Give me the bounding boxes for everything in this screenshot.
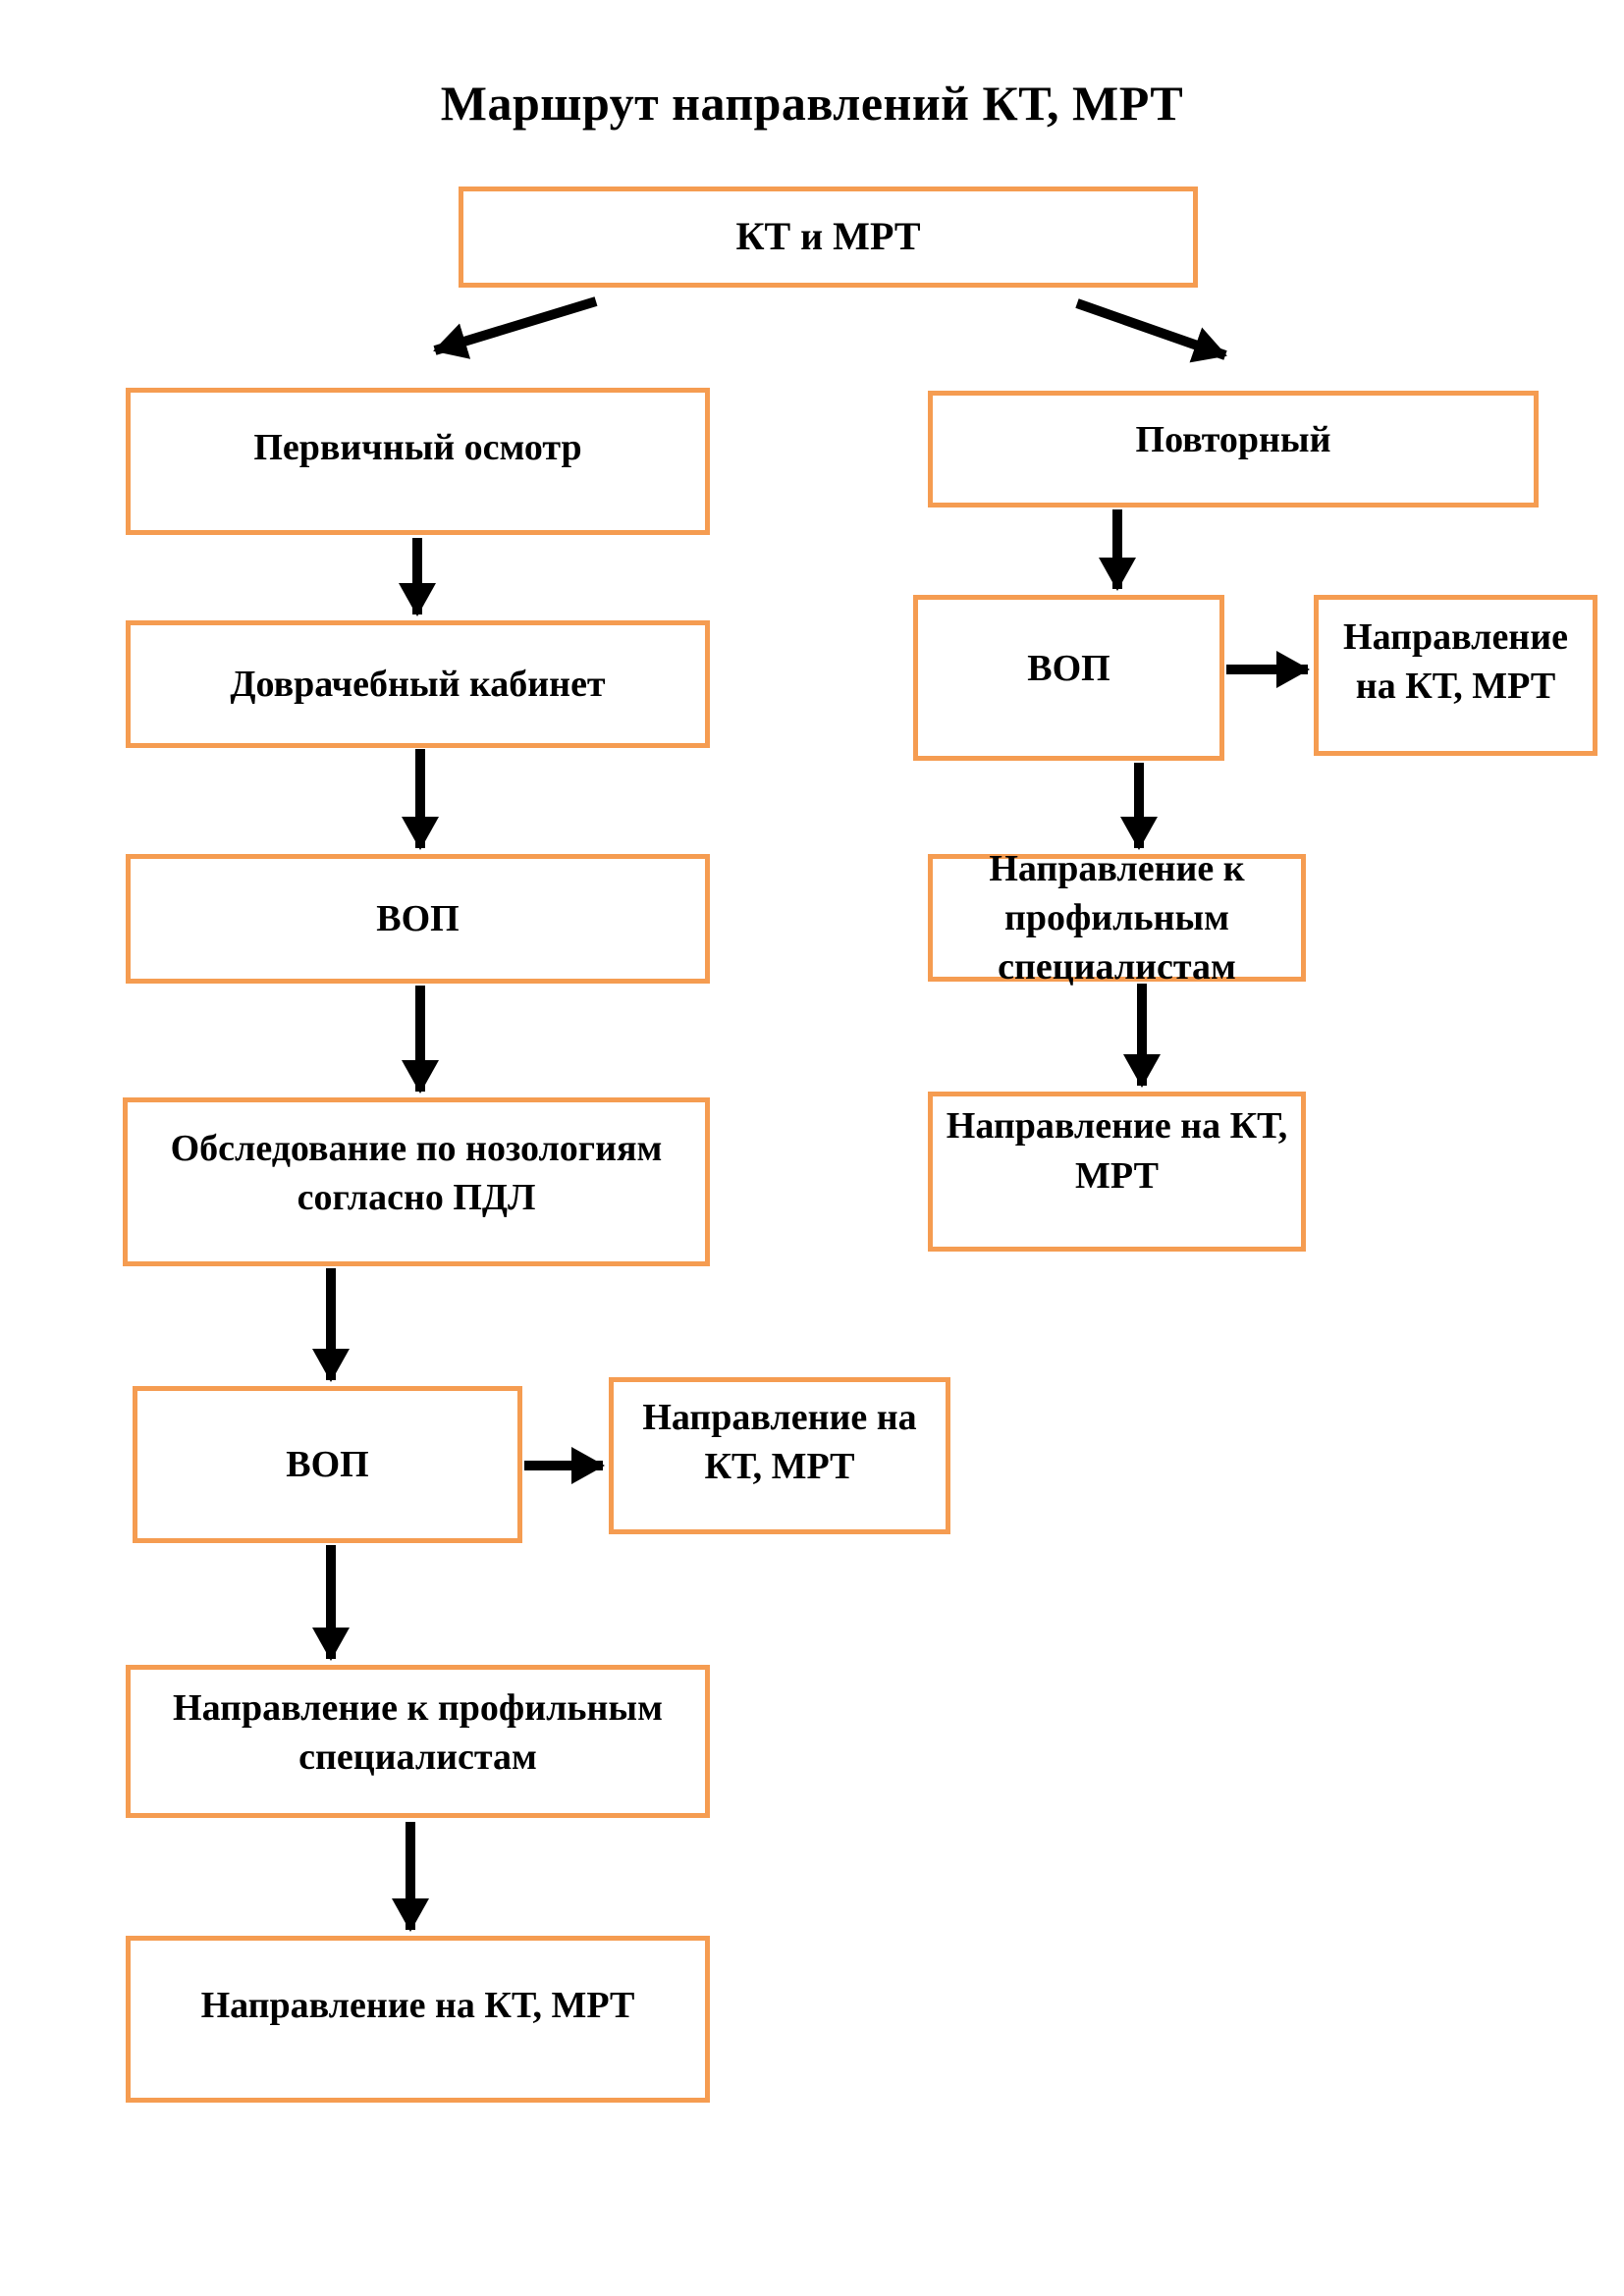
node-label-line1: Направление к профильным (173, 1686, 663, 1729)
edge-root-to-l1 (435, 301, 596, 350)
node-nosology-exam (123, 1097, 710, 1266)
node-repeat-visit (928, 391, 1539, 507)
node-label: Первичный осмотр (253, 426, 582, 468)
node-vop-left (126, 854, 710, 984)
node-label: Повторный (1135, 419, 1331, 461)
node-label: ВОП (376, 897, 460, 939)
node-referral-ct-mrt-right (928, 1092, 1306, 1252)
node-label: Направление на КТ, МРТ (200, 1984, 635, 2026)
node-label-line2: согласно ПДЛ (297, 1177, 536, 1218)
node-label-line1: Направление на (642, 1396, 917, 1438)
node-referral-ct-mrt-left (126, 1936, 710, 2103)
edge-root-to-r1 (1077, 303, 1225, 355)
node-label-line1: Направление к (989, 847, 1245, 889)
node-label-line2: специалистам (298, 1736, 537, 1778)
node-referral-specialists-left (126, 1665, 710, 1818)
node-referral-ct-mrt-side-left (609, 1377, 950, 1534)
node-referral-ct-mrt-side-right (1314, 595, 1597, 756)
node-label-line2: на КТ, МРТ (1355, 666, 1556, 707)
node-kt-mrt-root (459, 187, 1198, 288)
node-label: Направление на КТ, МРТ (946, 1105, 1288, 1197)
node-label: ВОП (286, 1443, 369, 1485)
node-label-line2: профильным специалистам (998, 896, 1236, 988)
node-primary-exam (126, 388, 710, 535)
node-referral-specialists-right (928, 847, 1306, 988)
node-label-line1: Обследование по нозологиям (170, 1127, 663, 1169)
node-label: ВОП (1027, 648, 1110, 690)
node-pre-doctor-room (126, 620, 710, 748)
node-label-line1: Направление (1343, 615, 1568, 658)
node-vop-right (913, 595, 1224, 761)
page-title: Маршрут направлений КТ, МРТ (440, 76, 1184, 131)
node-label: Доврачебный кабинет (230, 663, 606, 705)
node-label: КТ и МРТ (735, 214, 921, 259)
node-vop-left-2 (133, 1386, 522, 1543)
node-label-line2: КТ, МРТ (704, 1446, 855, 1487)
